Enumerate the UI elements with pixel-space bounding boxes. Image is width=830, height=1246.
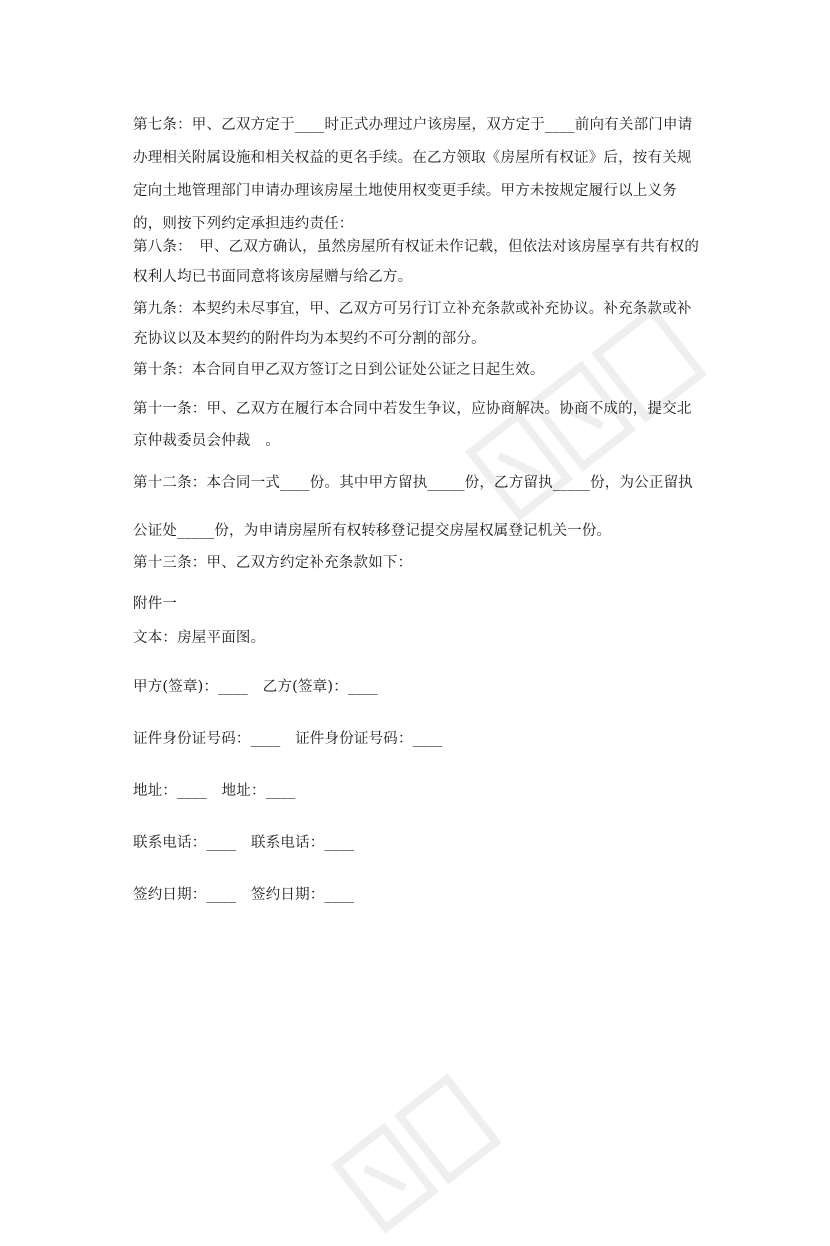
article-10: 第十条：本合同自甲乙双方签订之日到公证处公证之日起生效。 [133,362,545,378]
watermark-graphic-bottom [319,1024,560,1246]
attachment-title: 附件一 [133,596,178,612]
id-number-line: 证件身份证号码：____ 证件身份证号码：____ [133,731,443,747]
attachment-text: 文本：房屋平面图。 [133,630,266,646]
address-line: 地址：____ 地址：____ [133,783,296,799]
article-11: 第十一条：甲、乙双方在履行本合同中若发生争议，应协商解决。协商不成的，提交北京仲裁委员会仲裁 。 [133,401,692,449]
article-7: 第七条：甲、乙双方定于____时正式办理过户该房屋，双方定于____前向有关部门申请办理相关附属设施和相关权益的更名手续。在乙方领取《房屋所有权证》后，按有关规定向土地管理部门申请办理该房屋土地使用权变更手续。甲方未按规定履行以上义务的，则按下列约定承担违约责任： [133,117,693,232]
article-8: 第八条： 甲、乙双方确认，虽然房屋所有权证未作记载，但依法对该房屋享有共有权的权利人均已书面同意将该房屋赠与给乙方。 [133,239,700,285]
signing-date-line: 签约日期：____ 签约日期：____ [133,887,355,903]
phone-line: 联系电话：____ 联系电话：____ [133,835,355,851]
signature-line: 甲方(签章)：____ 乙方(签章)：____ [133,679,378,695]
article-9: 第九条：本契约未尽事宜，甲、乙双方可另行订立补充条款或补充协议。补充条款或补充协议以及本契约的附件均为本契约不可分割的部分。 [133,301,692,347]
article-13: 第十三条：甲、乙双方约定补充条款如下： [133,555,413,571]
article-12: 第十二条：本合同一式____份。其中甲方留执_____份，乙方留执_____份，为公正留执公证处_____份，为申请房屋所有权转移登记提交房屋权属登记机关一份。 [133,475,693,539]
